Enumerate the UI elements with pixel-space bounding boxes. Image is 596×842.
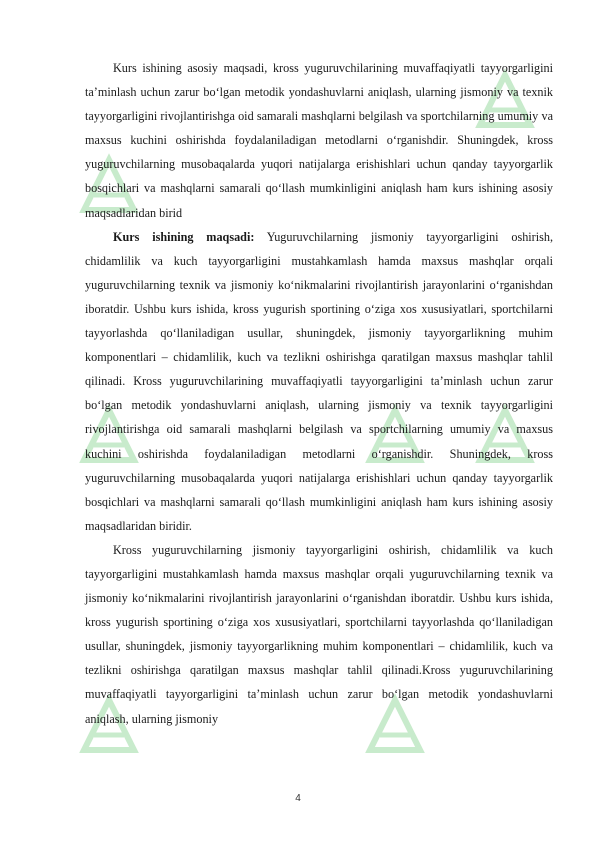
paragraph xyxy=(85,538,553,731)
document-body xyxy=(85,56,553,731)
paragraph-text: Yuguruvchilarning jismoniy tayyorgarligini oshirish, chidamlilik va kuch tayyorgarligini mustahkamlash hamda maxsus mashqlar orqali yuguruvchilarning texnik va jismoniy ko‘nikmalarini rivojlantirish jarayonlarini o‘rganishdan iboratdir. Ushbu kurs ishida, kross yugurish sportining o‘ziga xos xususiyatlari, sportchilarni tayyorlashda qo‘llaniladigan usullar, shuningdek, jismoniy tayyorgarlikning muhim komponentlari – chidamlilik, kuch va tezlikni oshirishga qaratilgan maxsus mashqlar tahlil qilinadi. Kross yuguruvchilarining muvaffaqiyatli tayyorgarligini ta’minlash uchun zarur bo‘lgan metodik yondashuvlarni aniqlash, ularning jismoniy va texnik tayyorgarligini rivojlantirishga oid samarali mashqlarni belgilash va sportchilarning umumiy va maxsus kuchini oshirishda foydalaniladigan metodlarni o‘rganishdir. Shuningdek, kross yuguruvchilarning musobaqalarda yuqori natijalarga erishishlari uchun qanday tayyorgarlik bosqichlari va mashqlarni samarali qo‘llash mumkinligini aniqlash ham kurs ishining asosiy maqsadlaridan biridir. xyxy=(85,229,554,533)
paragraph xyxy=(85,56,553,225)
paragraph-lead: Kurs ishining maqsadi: xyxy=(113,229,255,244)
paragraph xyxy=(85,225,553,538)
paragraph-text: Kross yuguruvchilarning jismoniy tayyorgarligini oshirish, chidamlilik va kuch tayyorgarligini mustahkamlash hamda maxsus mashqlar orqali yuguruvchilarning texnik va jismoniy ko‘nikmalarini rivojlantirish jarayonlarini o‘rganishdan iboratdir. Ushbu kurs ishida, kross yugurish sportining o‘ziga xos xususiyatlari, sportchilarni tayyorlashda qo‘llaniladigan usullar, shuningdek, jismoniy tayyorgarlikning muhim komponentlari – chidamlilik, kuch va tezlikni oshirishga qaratilgan maxsus mashqlar tahlil qilinadi.Kross yuguruvchilarining muvaffaqiyatli tayyorgarligini ta’minlash uchun zarur bo‘lgan metodik yondashuvlarni aniqlash, ularning jismoniy xyxy=(85,542,553,726)
page-number: 4 xyxy=(295,793,301,804)
paragraph-text: Kurs ishining asosiy maqsadi, kross yuguruvchilarining muvaffaqiyatli tayyorgarligini ta’minlash uchun zarur bo‘lgan metodik yondashuvlarni aniqlash, ularning jismoniy va texnik tayyorgarligini rivojlantirishga oid samarali mashqlarni belgilash va sportchilarning umumiy va maxsus kuchini oshirishda foydalaniladigan metodlarni o‘rganishdir. Shuningdek, kross yuguruvchilarning musobaqalarda yuqori natijalarga erishishlari uchun qanday tayyorgarlik bosqichlari va mashqlarni samarali qo‘llash mumkinligini aniqlash ham kurs ishining asosiy maqsadlaridan birid xyxy=(85,61,553,220)
